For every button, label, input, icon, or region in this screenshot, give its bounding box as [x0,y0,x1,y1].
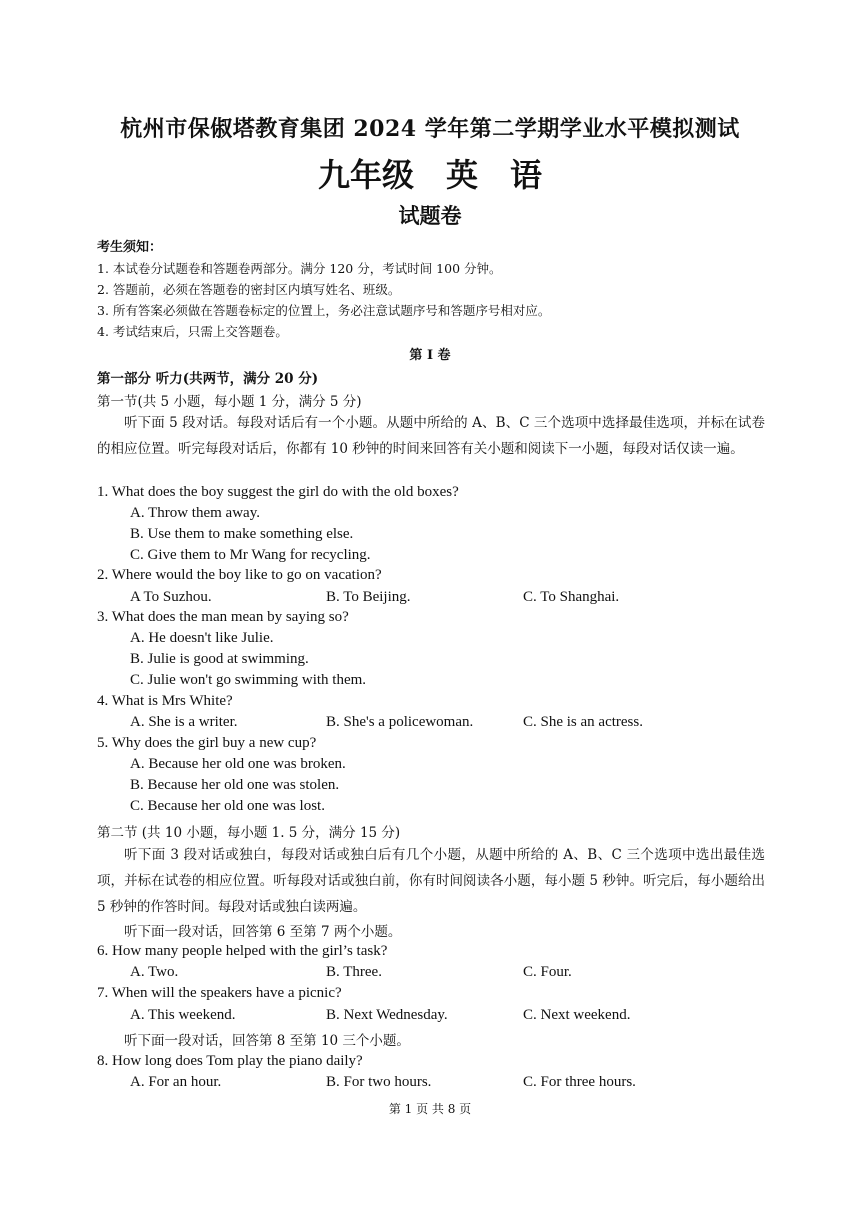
option-b: B. Three. [326,964,382,980]
option-c: C. Four. [523,964,572,980]
exam-title: 杭州市保俶塔教育集团 2024 学年第二学期学业水平模拟测试 [120,116,740,142]
section2-title: 第二节 (共 10 小题，每小题 1. 5 分，满分 15 分) [97,825,401,841]
question-stem: 8. How long does Tom play the piano daily? [97,1053,363,1069]
part1-title: 第一部分 听力(共两节，满分 20 分) [97,371,319,387]
option-a: A. Throw them away. [130,505,260,521]
option-a: A. He doesn't like Julie. [130,630,274,646]
option-b: B. She's a policewoman. [326,714,474,730]
paper-type: 试题卷 [398,203,462,228]
option-c: C. For three hours. [523,1074,636,1090]
notice-item: 3. 所有答案必须做在答题卷标定的位置上，务必注意试题序号和答题序号相对应。 [97,303,551,318]
option-c: C. To Shanghai. [523,589,620,605]
question-stem: 5. Why does the girl buy a new cup? [97,735,317,751]
option-a: A. Because her old one was broken. [130,756,346,772]
option-c: C. She is an actress. [523,714,643,730]
option-c: C. Julie won't go swimming with them. [130,672,367,688]
question-stem: 6. How many people helped with the girl’s task? [97,943,388,959]
option-b: B. Next Wednesday. [326,1007,448,1023]
notice-item: 4. 考试结束后，只需上交答题卷。 [97,324,288,339]
option-c: C. Because her old one was lost. [130,798,325,814]
option-b: B. For two hours. [326,1074,432,1090]
question-stem: 1. What does the boy suggest the girl do with the old boxes? [97,484,459,500]
section2-instruction: 听下面 3 段对话或独白，每段对话或独白后有几个小题，从题中所给的 A、B、C 三个选项中选出最佳选项，并标在试卷的相应位置。听每段对话或独白前，你有时间阅读各小题，每小题 5 秒钟。听完后，每小题给出 5 秒钟的作答时间。每段对话或独白读两遍。 [97,847,765,915]
option-a: A. This weekend. [130,1007,236,1023]
dialog-note: 听下面一段对话，回答第 8 至第 10 三个小题。 [124,1033,410,1049]
page-number: 第 1 页 共 8 页 [388,1102,472,1116]
option-b: B. Julie is good at swimming. [130,651,309,667]
option-b: B. Use them to make something else. [130,526,354,542]
option-b: B. Because her old one was stolen. [130,777,340,793]
question-stem: 4. What is Mrs White? [97,693,233,709]
option-a: A. Two. [130,964,179,980]
option-c: C. Give them to Mr Wang for recycling. [130,547,371,563]
question-stem: 2. Where would the boy like to go on vacation? [97,567,382,583]
option-c: C. Next weekend. [523,1007,631,1023]
exam-subject: 九年级 英 语 [317,156,542,194]
dialog-note: 听下面一段对话，回答第 6 至第 7 两个小题。 [124,924,402,940]
option-a: A. She is a writer. [130,714,238,730]
section1-title: 第一节(共 5 小题，每小题 1 分，满分 5 分) [97,394,362,410]
volume-heading: 第 I 卷 [409,348,451,363]
notice-heading: 考生须知： [97,240,163,255]
notice-item: 1. 本试卷分试题卷和答题卷两部分。满分 120 分，考试时间 100 分钟。 [97,261,502,276]
section1-instruction: 听下面 5 段对话。每段对话后有一个小题。从题中所给的 A、B、C 三个选项中选择最佳选项，并标在试卷的相应位置。听完每段对话后，你都有 10 秒钟的时间来回答有关小题和阅读下一小题，每段对话仅读一遍。 [97,415,765,457]
question-stem: 7. When will the speakers have a picnic? [97,985,342,1001]
notice-item: 2. 答题前，必须在答题卷的密封区内填写姓名、班级。 [97,282,401,297]
option-a: A. For an hour. [130,1074,222,1090]
option-a: A To Suzhou. [130,589,212,605]
question-stem: 3. What does the man mean by saying so? [97,609,349,625]
option-b: B. To Beijing. [326,589,411,605]
